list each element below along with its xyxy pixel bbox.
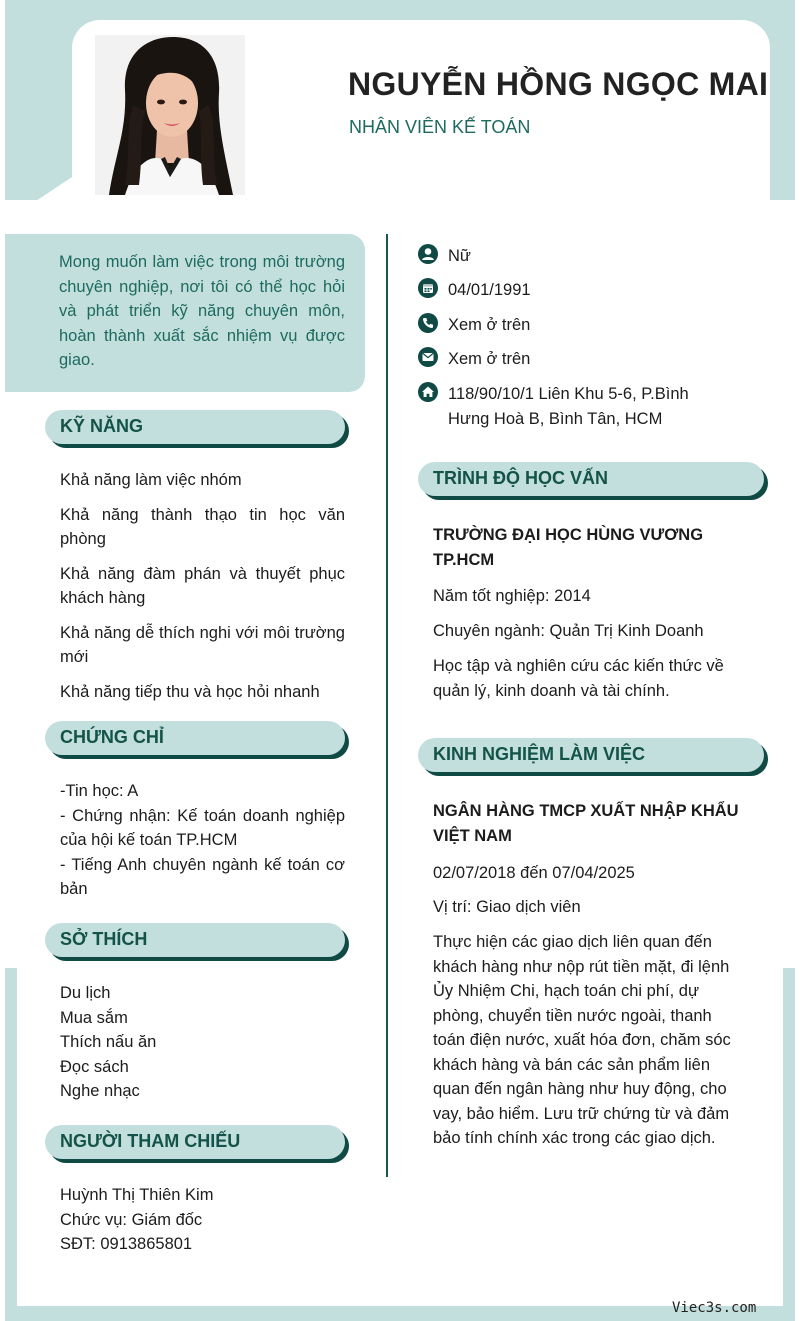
- reference-item: Huỳnh Thị Thiên Kim: [60, 1186, 214, 1204]
- contact-phone: [418, 313, 778, 338]
- certificate-item: -Tin học: A: [60, 782, 139, 800]
- hobby-item: Mua sắm: [60, 1008, 128, 1027]
- dob-value: 04/01/1991: [448, 281, 531, 299]
- references-list: [60, 1183, 345, 1257]
- hobby-item: Đọc sách: [60, 1057, 129, 1076]
- hobby-item: Du lịch: [60, 984, 111, 1002]
- contact-dob: [418, 278, 778, 303]
- experience-heading: KINH NGHIỆM LÀM VIỆC: [418, 738, 764, 772]
- contact-email: [418, 347, 778, 372]
- watermark: Viec3s.com: [672, 1300, 757, 1316]
- phone-value: Xem ở trên: [448, 316, 531, 334]
- education-description: Học tập và nghiên cứu các kiến thức về quản lý, kinh doanh và tài chính.: [433, 657, 724, 700]
- gender-value: Nữ: [448, 247, 471, 265]
- objective-box: [5, 234, 365, 392]
- skill-item: Khả năng tiếp thu và học hỏi nhanh: [60, 682, 320, 701]
- education-school: TRƯỜNG ĐẠI HỌC HÙNG VƯƠNG TP.HCM: [433, 526, 704, 569]
- certificate-item: - Chứng nhận: Kế toán doanh nghiệp của hội kế toán TP.HCM: [60, 806, 345, 849]
- contact-address: [418, 382, 778, 432]
- phone-icon: [418, 313, 438, 333]
- experience-period: 02/07/2018 đến 07/04/2025: [433, 864, 635, 882]
- address-line-1: 118/90/10/1 Liên Khu 5-6, P.Bình: [448, 385, 689, 403]
- skill-item: Khả năng dễ thích nghi với môi trường mới: [60, 623, 345, 666]
- address-line-2: Hưng Hoà B, Bình Tân, HCM: [448, 410, 663, 428]
- skills-heading: KỸ NĂNG: [45, 410, 345, 444]
- education-major: Chuyên ngành: Quản Trị Kinh Doanh: [433, 622, 704, 640]
- experience-description: Thực hiện các giao dịch liên quan đến khách hàng như nộp rút tiền mặt, đi lệnh Ủy Nhiệm Chi, hạch toán chi phí, dự phòng, chuyển tiền nước ngoài, thanh toán điện nước, xuất hóa đơn, chăm sóc khách hàng và bán các sản phẩm liên quan đến ngân hàng như huy động, cho vay, bảo hiểm. Lưu trữ chứng từ và đảm bảo tính chính xác trong các giao dịch.: [433, 933, 731, 1147]
- education-graduation: Năm tốt nghiệp: 2014: [433, 587, 591, 605]
- hobby-item: Thích nấu ăn: [60, 1033, 157, 1051]
- hobbies-list: [60, 981, 345, 1104]
- hobby-item: Nghe nhạc: [60, 1082, 140, 1100]
- skill-item: Khả năng đàm phán và thuyết phục khách hàng: [60, 564, 345, 607]
- reference-item: SĐT: 0913865801: [60, 1235, 193, 1253]
- mail-icon: [418, 347, 438, 367]
- job-title: NHÂN VIÊN KẾ TOÁN: [349, 117, 531, 137]
- person-icon: [418, 244, 438, 264]
- experience-company: NGÂN HÀNG TMCP XUẤT NHẬP KHẨU VIỆT NAM: [433, 802, 739, 845]
- home-icon: [418, 382, 438, 402]
- column-divider: [386, 234, 388, 1177]
- certificates-list: [60, 779, 345, 902]
- bottom-frame-right: [783, 968, 795, 1321]
- hobbies-heading: SỞ THÍCH: [45, 923, 345, 957]
- skill-item: Khả năng làm việc nhóm: [60, 471, 242, 489]
- contact-gender: [418, 244, 778, 269]
- certificates-heading: CHỨNG CHỈ: [45, 721, 345, 755]
- email-value: Xem ở trên: [448, 350, 531, 368]
- references-heading: NGƯỜI THAM CHIẾU: [45, 1125, 345, 1159]
- calendar-icon: [418, 278, 438, 298]
- skills-list: [60, 468, 345, 704]
- reference-item: Chức vụ: Giám đốc: [60, 1210, 203, 1229]
- certificate-item: - Tiếng Anh chuyên ngành kế toán cơ bản: [60, 855, 345, 898]
- education-heading: TRÌNH ĐỘ HỌC VẤN: [418, 462, 764, 496]
- experience-position: Vị trí: Giao dịch viên: [433, 898, 581, 916]
- bottom-frame-left: [5, 968, 17, 1321]
- candidate-name: NGUYỄN HỒNG NGỌC MAI: [348, 66, 769, 102]
- avatar: [95, 35, 245, 195]
- skill-item: Khả năng thành thạo tin học văn phòng: [60, 505, 345, 548]
- objective-text: Mong muốn làm việc trong môi trường chuyên nghiệp, nơi tôi có thể học hỏi và phát triển kỹ năng chuyên môn, hoàn thành xuất sắc nhiệm vụ được giao.: [59, 253, 345, 369]
